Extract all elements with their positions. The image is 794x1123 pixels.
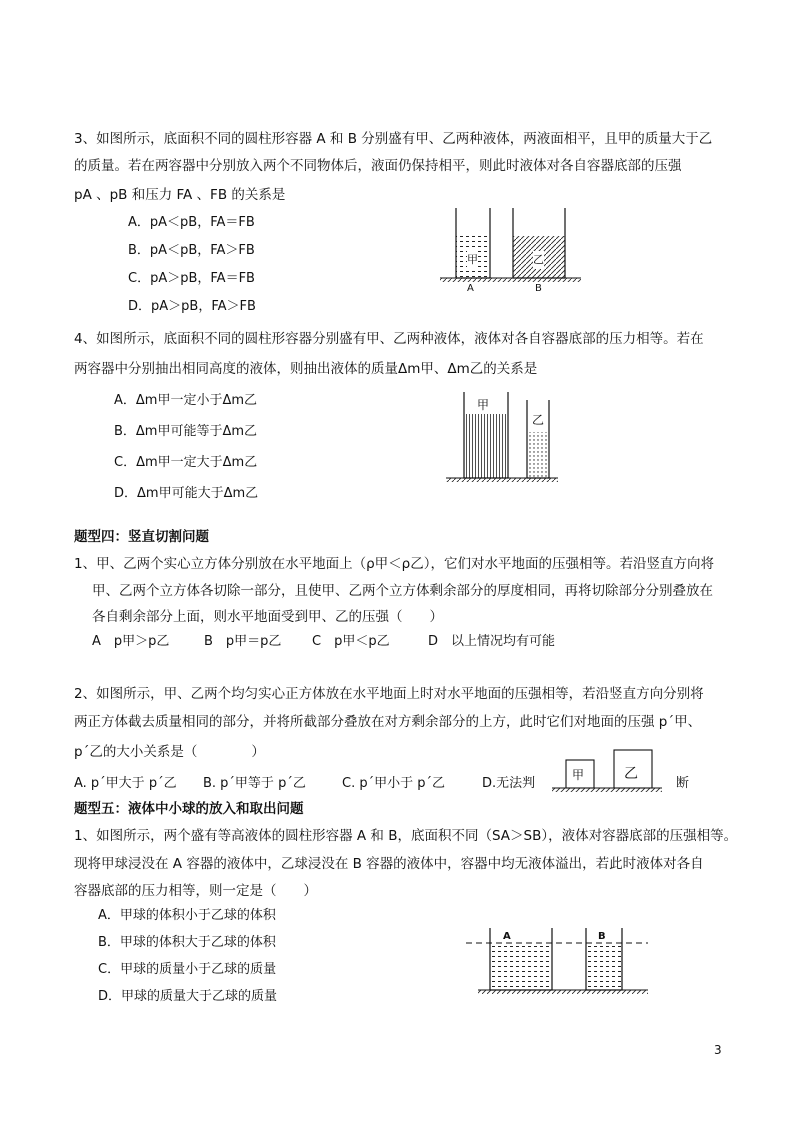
s4-q1-line2: 甲、乙两个立方体各切除一部分，且使甲、乙两个立方体剩余部分的厚度相同，再将切除部分分别叠放在 [92, 583, 713, 599]
q4-option-a: A．Δm甲一定小于Δm乙 [114, 393, 258, 408]
s4-q1-option-c: C p甲＜p乙 [312, 634, 390, 649]
s4-q1-option-b: B p甲＝p乙 [204, 634, 282, 649]
s5-q1-line3: 容器底部的压力相等，则一定是（ ） [74, 883, 317, 899]
q3-option-a: A．pA＜pB，FA＝FB [128, 215, 255, 230]
page-number: 3 [714, 1043, 722, 1057]
section5-heading: 题型五：液体中小球的放入和取出问题 [74, 801, 304, 817]
s4-q2-option-d: D.无法判 [482, 776, 536, 791]
s4-q2-option-d-tail: 断 [676, 776, 690, 791]
s4-q1-line1: 1、甲、乙两个实心立方体分别放在水平地面上（ρ甲＜ρ乙），它们对水平地面的压强相等。若沿竖直方向将 [74, 556, 714, 572]
s4-q2-fig-right: 乙 [624, 766, 638, 782]
q4-fig-liquid-right: 乙 [532, 413, 545, 427]
q3-fig-liquid-left: 甲 [467, 251, 478, 269]
q4-line2: 两容器中分别抽出相同高度的液体，则抽出液体的质量Δm甲、Δm乙的关系是 [74, 361, 538, 377]
s4-q2-option-b: B. p´甲等于 p´乙 [203, 776, 306, 791]
q3-fig-label-a: A [467, 283, 474, 294]
s5-q1-figure [462, 924, 652, 998]
s5-q1-fig-label-a: A [503, 931, 511, 942]
q3-figure [436, 204, 586, 298]
s4-q2-line1: 2、如图所示，甲、乙两个均匀实心正方体放在水平地面上时对水平地面的压强相等，若沿竖直方向分别将 [74, 686, 704, 702]
s4-q2-option-a: A. p´甲大于 p´乙 [74, 776, 177, 791]
q3-option-c: C．pA＞pB，FA＝FB [128, 271, 255, 286]
s5-q1-option-a: A．甲球的体积小于乙球的体积 [98, 908, 276, 923]
q3-option-d: D．pA＞pB，FA＞FB [128, 299, 256, 314]
s4-q2-line2: 两正方体截去质量相同的部分，并将所截部分叠放在对方剩余部分的上方，此时它们对地面的压强 p´甲、 [74, 714, 702, 730]
section4-heading: 题型四：竖直切割问题 [74, 529, 209, 545]
s5-q1-line2: 现将甲球浸没在 A 容器的液体中，乙球浸没在 B 容器的液体中，容器中均无液体溢出，若此时液体对各自 [74, 856, 704, 872]
q3-fig-liquid-right: 乙 [533, 251, 544, 269]
q3-line3: pA 、pB 和压力 FA 、FB 的关系是 [74, 187, 286, 203]
q3-fig-label-b: B [535, 283, 542, 294]
s4-q1-line3: 各自剩余部分上面，则水平地面受到甲、乙的压强（ ） [92, 609, 443, 625]
s5-q1-option-c: C．甲球的质量小于乙球的质量 [98, 962, 277, 977]
s5-q1-line1: 1、如图所示，两个盛有等高液体的圆柱形容器 A 和 B，底面积不同（SA＞SB），液体对容器底部的压强相等。 [74, 828, 738, 844]
q3-option-b: B．pA＜pB，FA＞FB [128, 243, 255, 258]
q4-option-b: B．Δm甲可能等于Δm乙 [114, 424, 258, 439]
s4-q2-figure [550, 748, 664, 796]
s4-q2-fig-left: 甲 [572, 768, 585, 782]
q4-figure [444, 390, 560, 490]
s4-q2-line3: p´乙的大小关系是（ ） [74, 744, 265, 760]
s5-q1-option-d: D．甲球的质量大于乙球的质量 [98, 989, 278, 1004]
q4-option-d: D．Δm甲可能大于Δm乙 [114, 486, 259, 501]
q4-line1: 4、如图所示，底面积不同的圆柱形容器分别盛有甲、乙两种液体，液体对各自容器底部的压力相等。若在 [74, 331, 704, 347]
s4-q1-option-d: D 以上情况均有可能 [428, 634, 556, 649]
q3-line1: 3、如图所示，底面积不同的圆柱形容器 A 和 B 分别盛有甲、乙两种液体，两液面相平，且甲的质量大于乙 [74, 131, 713, 147]
q3-line2: 的质量。若在两容器中分别放入两个不同物体后，液面仍保持相平，则此时液体对各自容器底部的压强 [74, 158, 682, 174]
q4-fig-liquid-left: 甲 [477, 398, 490, 412]
s5-q1-option-b: B．甲球的体积大于乙球的体积 [98, 935, 276, 950]
s5-q1-fig-label-b: B [598, 931, 606, 942]
q4-option-c: C．Δm甲一定大于Δm乙 [114, 455, 258, 470]
s4-q1-option-a: A p甲＞p乙 [92, 634, 170, 649]
s4-q2-option-c: C. p´甲小于 p´乙 [342, 776, 445, 791]
